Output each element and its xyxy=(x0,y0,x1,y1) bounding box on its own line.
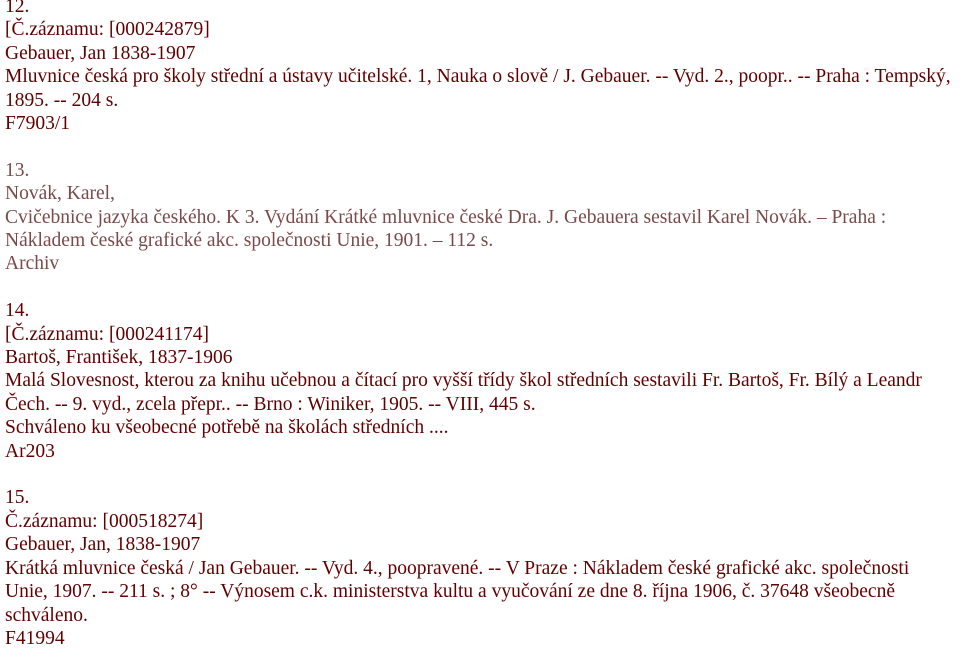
record-author: Gebauer, Jan 1838-1907 xyxy=(5,42,196,64)
record-13 xyxy=(5,159,955,276)
record-id: [Č.záznamu: [000242879] xyxy=(5,19,210,41)
record-number: 14. xyxy=(5,300,30,322)
record-12 xyxy=(5,0,955,135)
record-description: Krátká mluvnice česká / Jan Gebauer. -- Vyd. 4., poopravené. -- V Praze : Nákladem české grafické akc. společnosti Unie, 1907. -- 211 s. ; 8° -- Výnosem c.k. ministerstva kultu a vyučování ze dne 8. října 1906, č. 37648 všeobecně schváleno. xyxy=(5,557,910,626)
record-number: 13. xyxy=(5,159,30,181)
record-shelfmark: Ar203 xyxy=(5,440,55,462)
record-description: Cvičebnice jazyka českého. K 3. Vydání Krátké mluvnice české Dra. J. Gebauera sestavil Karel Novák. – Praha : Nákladem české grafické akc. společnosti Unie, 1901. – 112 s. xyxy=(5,206,887,252)
record-shelfmark: F7903/1 xyxy=(5,113,71,135)
record-id: Č.záznamu: [000518274] xyxy=(5,510,204,532)
record-description: Mluvnice česká pro školy střední a ústavy učitelské. 1, Nauka o slově / J. Gebauer. -- Vyd. 2., poopr.. -- Praha : Tempský, 1895. -- 204 s. xyxy=(5,66,951,111)
record-note: Schváleno ku všeobecné potřebě na školách středních .... xyxy=(5,417,449,439)
record-15 xyxy=(5,486,955,650)
record-author: Gebauer, Jan, 1838-1907 xyxy=(5,534,201,556)
record-id: [Č.záznamu: [000241174] xyxy=(5,323,209,345)
record-author: Bartoš, František, 1837-1906 xyxy=(5,347,233,369)
record-number: 12. xyxy=(5,0,30,17)
record-author: Novák, Karel, xyxy=(5,183,115,205)
record-description: Malá Slovesnost, kterou za knihu učebnou a čítací pro vyšší třídy škol středních sestavili Fr. Bartoš, Fr. Bílý a Leandr Čech. -- 9. vyd., zcela přepr.. -- Brno : Winiker, 1905. -- VIII, 445 s. xyxy=(5,370,922,415)
catalog-page xyxy=(5,0,955,650)
record-shelfmark: Archiv xyxy=(5,253,60,275)
record-shelfmark: F41994 xyxy=(5,627,65,649)
record-14 xyxy=(5,299,955,463)
record-number: 15. xyxy=(5,487,30,509)
